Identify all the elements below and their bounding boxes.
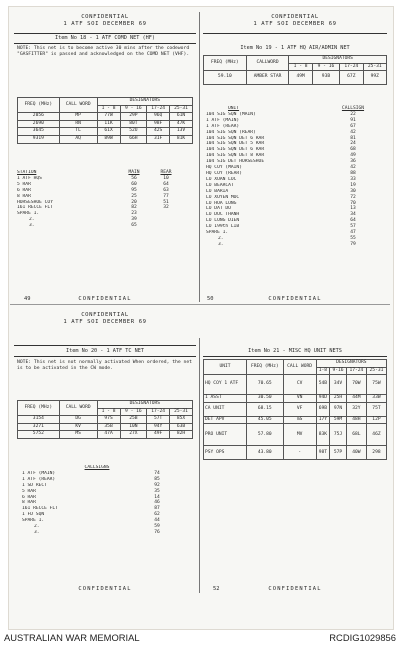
p52-page-no: 52	[213, 586, 220, 592]
table-row: PRO UNIT 57.80 MV 83K 75J 68L 46Z	[204, 424, 387, 446]
list-item: SPARE 1. 47	[206, 230, 356, 236]
p52-col-freq: FREQ (MHz)	[247, 360, 283, 375]
p51-note: NOTE: This net is not normally activated When ordered, the net is to be activated in the CW mode.	[17, 360, 192, 371]
p50-header-line2: 1 ATF SOI DECEMBER 69	[253, 20, 337, 27]
list-item: 8 RAR 46	[22, 500, 160, 506]
p51-item-title: Item No 20 - 1 ATF TC NET	[65, 348, 145, 354]
p50-col-desig: DESIGNATORS	[289, 56, 387, 64]
table-row: PSY OPS 43.80 - 98T 57P 40W 298	[204, 446, 387, 460]
p49-page-no: 49	[24, 296, 31, 302]
p50-unit-list	[206, 106, 378, 248]
list-item: LO BARIA 30	[206, 188, 356, 194]
list-item: 6 RAR 14	[22, 494, 160, 500]
p49-footer	[14, 296, 196, 302]
p50-header-line1: CONFIDENTIAL	[271, 14, 319, 20]
p49-sub: 9 - 16	[120, 105, 147, 113]
p49-col-desig: DESIGNATORS	[97, 98, 192, 106]
list-item: LO HOA LONG 70	[206, 200, 356, 206]
table-row: DET APV 45.05 mS 17Y 59M 48H 12P	[204, 416, 387, 424]
p51-header-line2: 1 ATF SOI DECEMBER 69	[63, 318, 147, 325]
list-item: 3. 65	[29, 223, 137, 229]
p52-col-unit: UNIT	[204, 360, 247, 375]
p50-item-title: Item No 19 - 1 ATF HQ AIR/ADMIN NET	[240, 45, 350, 51]
list-item: 2. 59	[34, 524, 160, 530]
p50-footer-label: CONFIDENTIAL	[268, 296, 322, 302]
callsign-list-header: CALLSIGNS	[84, 465, 110, 470]
p49-sub: 1 - 8	[97, 105, 120, 113]
list-item: HQ COY (REAR) 88	[206, 170, 356, 176]
p51-header-line1: CONFIDENTIAL	[81, 312, 129, 318]
p50-page-no: 50	[207, 296, 214, 302]
station-list-header: STATION MAIN REAR	[17, 170, 172, 175]
p52-item-title: Item No 21 - MISC HQ UNIT NETS	[248, 348, 342, 354]
p49-col-freq: FREQ (MHz)	[18, 98, 60, 113]
list-item: 5 RAR 60 64	[17, 181, 169, 187]
p51-rule	[14, 345, 196, 346]
list-item: 2. 39	[29, 217, 137, 223]
p51-footer: CONFIDENTIAL	[78, 586, 132, 592]
p51-rule2	[14, 356, 196, 357]
center-divider-top	[199, 12, 200, 302]
list-item: 1 ATF HQS 56 10	[17, 175, 169, 181]
table-row: 5752 MS 47A 27X 49F 82H	[18, 431, 193, 439]
list-item: 2. 55	[218, 235, 356, 241]
mid-fold-line	[10, 304, 390, 305]
list-item: LO BEARCAT 19	[206, 182, 356, 188]
p49-header-line2: 1 ATF SOI DECEMBER 69	[63, 20, 147, 27]
list-item: 1 ATF (MAIN) 91	[206, 117, 356, 123]
table-row: 9319 AQ 89W 66H 31F 81K	[18, 135, 193, 143]
list-item: HQ COY (MAIN) 42	[206, 165, 356, 171]
p49-item-title: Item No 18 - 1 ATF COMD NET (HF)	[55, 35, 155, 41]
unit-list-header: UNIT CALLSIGN	[228, 106, 365, 111]
list-item: 1 FD SQN 62	[22, 512, 160, 518]
p51-header	[14, 312, 196, 325]
list-item: SPARE 1. 44	[22, 518, 160, 524]
list-item: 104 SIG DET HORSESHOE 36	[206, 159, 356, 165]
list-item: 5 RAR 35	[22, 488, 160, 494]
list-item: 104 SIG SQN DET 5 RAR 24	[206, 141, 356, 147]
p51-callsign-list	[22, 465, 172, 536]
archive-footer-left: AUSTRALIAN WAR MEMORIAL	[4, 632, 140, 643]
list-item: 161 RECCE FLT 82 32	[17, 205, 169, 211]
list-item: LO XUAN LOC 33	[206, 176, 356, 182]
table-row: 3271 KV 35B 10N 94Y 63B	[18, 423, 193, 431]
p50-col-call: CALLWORD	[246, 56, 289, 71]
table-row: CA UNIT 68.15 VF 69B 97N 32Y 75T	[204, 402, 387, 416]
p49-header-line1: CONFIDENTIAL	[81, 14, 129, 20]
list-item: 1 ATF (MAIN) 74	[22, 470, 160, 476]
list-item: LO DAT DO 13	[206, 206, 356, 212]
p51-col-freq: FREQ (MHz)	[18, 401, 60, 416]
list-item: 6 RAR 95 63	[17, 187, 169, 193]
list-item: LO LONG DIEN 64	[206, 218, 356, 224]
p49-sub: 17-24	[147, 105, 170, 113]
p50-rule	[203, 33, 387, 34]
table-row: 2056 MP 77W 29P 96Q 61N	[18, 113, 193, 121]
p50-col-freq: FREQ (MHz)	[204, 56, 247, 71]
table-row: HQ COY 1 ATF 70.65 CV 54B 34V 70W 75W	[204, 375, 387, 395]
list-item: LO DUC THANH 34	[206, 212, 356, 218]
list-item: LO 199th LIB 57	[206, 224, 356, 230]
list-item: 3. 79	[218, 241, 356, 247]
list-item: 8 RAR 25 77	[17, 193, 169, 199]
p52-footer	[203, 586, 387, 592]
table-row: 1 ASST 30.50 VN 94D 25H 44M 33W	[204, 395, 387, 403]
p52-col-call: CALL WORD	[283, 360, 316, 375]
list-item: 3. 76	[34, 529, 160, 535]
table-row: 3645 TL 61X 52U 42S 13V	[18, 128, 193, 136]
p49-note: NOTE: This net is to become active 30 mins after the codeword "GASFITTER" is passed and acknowledged on the COMD NET (VHF).	[17, 46, 190, 57]
list-item: 1 SD RECT 92	[22, 482, 160, 488]
p50-header	[203, 14, 387, 27]
archive-footer-right: RCDIG1029856	[329, 632, 396, 643]
list-item: SPARE 1. 23	[17, 211, 137, 217]
p49-station-list	[17, 170, 182, 229]
list-item: 104 SIG SQN (MAIN) 22	[206, 111, 356, 117]
list-item: 161 RECCE FLT 87	[22, 506, 160, 512]
list-item: LO XUYEN MOC 72	[206, 194, 356, 200]
table-row: 3154 DG 97S 25B 57T 85X	[18, 416, 193, 424]
list-item: HORSESHOE COY 20 51	[17, 199, 169, 205]
p51-col-desig: DESIGNATORS	[97, 401, 192, 409]
list-item: 104 SIG SQN DET 6 RAR 68	[206, 147, 356, 153]
list-item: 104 SIG SQN DET 6 RAR 81	[206, 135, 356, 141]
p51-col-call: CALL WORD	[59, 401, 97, 416]
center-divider-bottom	[199, 338, 200, 593]
p52-footer-label: CONFIDENTIAL	[268, 586, 322, 592]
list-item: 1 ATF (REAR) 67	[206, 123, 356, 129]
p49-rule	[14, 33, 196, 34]
p49-rule2	[14, 43, 196, 44]
p49-col-call: CALL WORD	[59, 98, 97, 113]
list-item: 104 SIG SQN (REAR) 42	[206, 129, 356, 135]
p52-rule	[203, 356, 387, 357]
p50-footer	[203, 296, 387, 302]
p52-freq-table: UNIT FREQ (MHz) CALL WORD DESIGNATORS 1-8 9-16 17-24 25-31 HQ COY 1 ATF 70.65 CV 54B 34V 70W 75W 1 ASST 30.50 VN 94D 25H 44M 33W CA UNIT 68.15 VF 69B 97N 32Y 75T DET APV 45.05 mS 17Y 59M 48H 12P PRO UNIT 57.80 MV 83K 75J 68L 46Z PSY OPS 43.80 - 98T 57P 40W 298	[203, 359, 387, 460]
p52-col-desig: DESIGNATORS	[316, 360, 386, 368]
p49-sub: 25-31	[170, 105, 193, 113]
list-item: 1 ATF (REAR) 85	[22, 476, 160, 482]
p50-freq-table: FREQ (MHz) CALLWORD DESIGNATORS 1 - 8 9 - 16 17-24 25-31 59.10 AMBER STAR 49M 93B 67Z 99Z	[203, 55, 387, 85]
table-row: 59.10 AMBER STAR 49M 93B 67Z 99Z	[204, 71, 387, 85]
p49-freq-table	[17, 97, 193, 144]
p49-footer-label: CONFIDENTIAL	[78, 296, 132, 302]
p51-freq-table: FREQ (MHz) CALL WORD DESIGNATORS 1 - 8 9 - 16 17-24 25-31 3154 DG 97S 25B 57T 85X 3271 KV 35B 10N 94Y 63B 5752 MS 47A 27X 49F 82H	[17, 400, 193, 439]
list-item: 104 SIG SQN DET 8 RAR 49	[206, 153, 356, 159]
table-row: 2690 RN 11K 80T 98F 47K	[18, 120, 193, 128]
p49-header	[14, 14, 196, 27]
